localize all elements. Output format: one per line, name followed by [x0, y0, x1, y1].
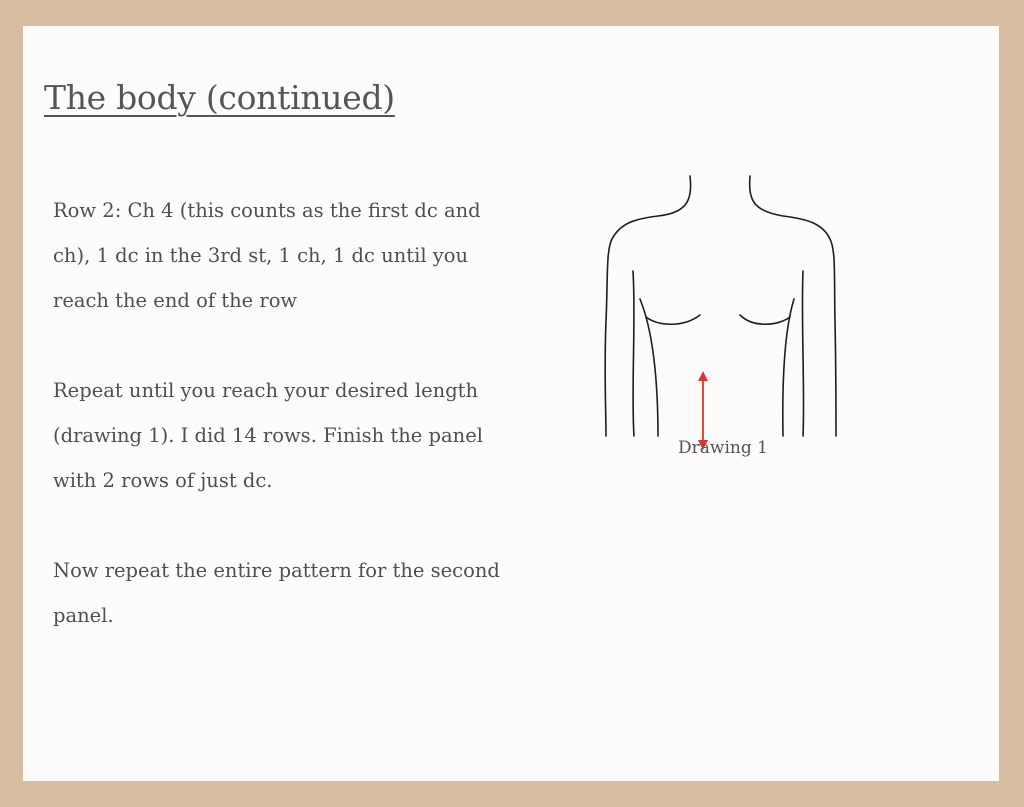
- right-side-line: [802, 271, 803, 436]
- paragraph-repeat: Repeat until you reach your desired length (drawing 1). I did 14 rows. Finish the panel with 2 rows of just dc.: [53, 379, 483, 492]
- right-bust-line: [740, 315, 790, 324]
- left-side-line: [633, 271, 634, 436]
- page-title: The body (continued): [44, 78, 395, 117]
- left-bust-line: [646, 315, 700, 324]
- left-neck-shoulder-line: [605, 176, 691, 436]
- paragraph-row-2: Row 2: Ch 4 (this counts as the first dc and ch), 1 dc in the 3rd st, 1 ch, 1 dc until you reach the end of the row: [53, 199, 481, 312]
- body-drawing: [598, 171, 868, 471]
- page: [23, 26, 999, 781]
- paragraph-second-panel: Now repeat the entire pattern for the second panel.: [53, 559, 500, 627]
- drawing-caption: Drawing 1: [678, 438, 768, 458]
- instructions: [53, 188, 523, 683]
